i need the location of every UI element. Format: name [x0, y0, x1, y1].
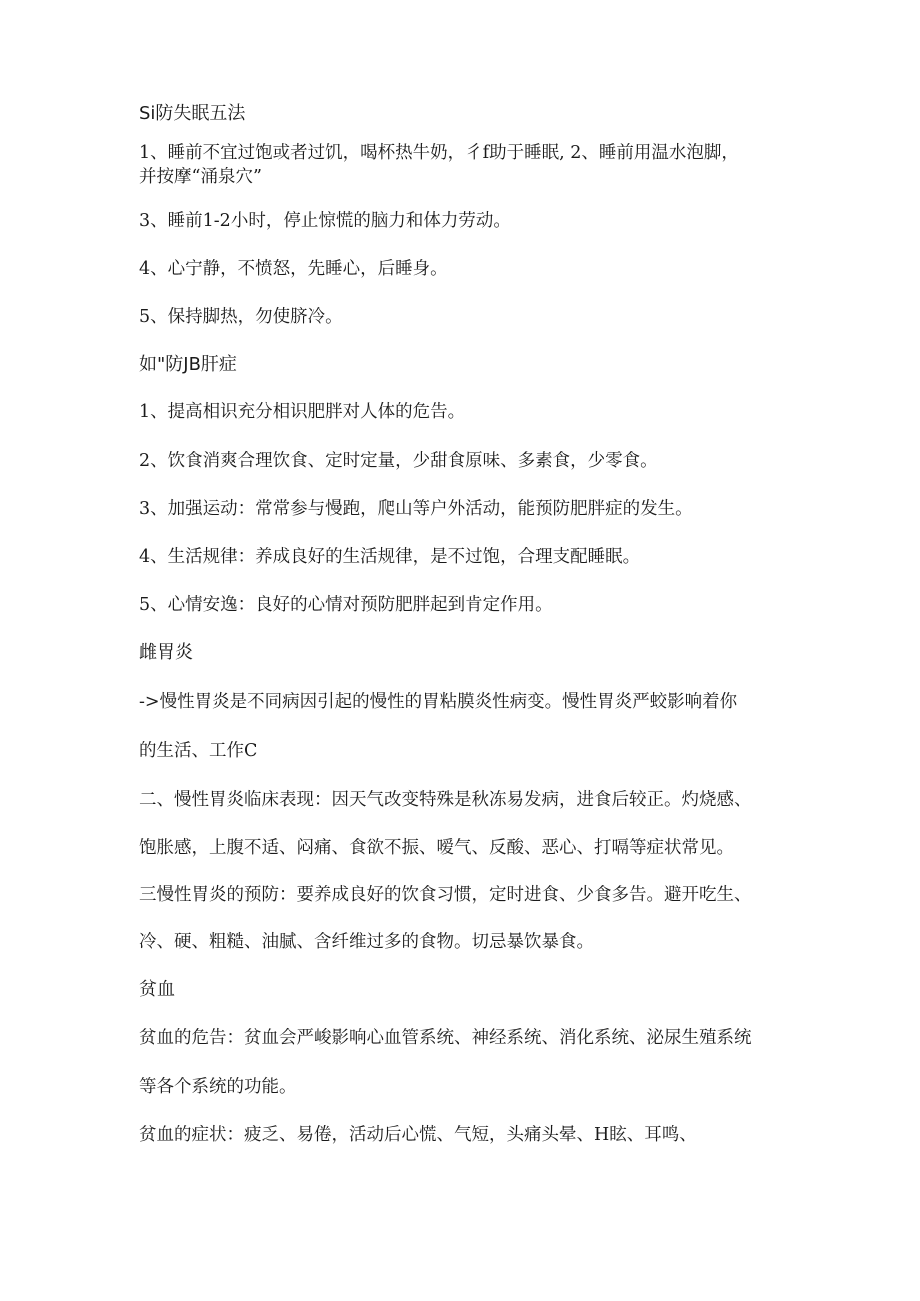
heading-gastritis: 雌胃炎 — [139, 642, 193, 663]
heading-insomnia: Si防失眠五法 — [139, 103, 246, 124]
gastritis-para-3-cont: 冷、硬、粗糙、油腻、含纤维过多的食物。切忌暴饮暴食。 — [139, 932, 594, 952]
gastritis-para-3: 三慢性胃炎的预防：要养成良好的饮食习惯，定时进食、少食多告。避开吃生、 — [139, 885, 752, 905]
gastritis-para-1: ->慢性胃炎是不同病因引起的慢性的胃粘膜炎性病变。慢性胃炎严蛟影响着你 — [139, 692, 738, 712]
gastritis-para-1-cont: 的生活、工作C — [139, 741, 258, 761]
anemia-para-1-cont: 等各个系统的功能。 — [139, 1077, 297, 1097]
insomnia-item-4: 4、心宁静，不愤怒，先睡心，后睡身。 — [139, 259, 448, 279]
obesity-item-5: 5、心情安逸：良好的心情对预防肥胖起到肯定作用。 — [139, 595, 553, 615]
obesity-item-3: 3、加强运动：常常参与慢跑，爬山等户外活动，能预防肥胖症的发生。 — [139, 499, 693, 519]
anemia-para-2: 贫血的症状：疲乏、易倦，活动后心慌、气短，头痛头晕、H眩、耳鸣、 — [139, 1125, 697, 1145]
gastritis-para-2-cont: 饱胀感，上腹不适、闷痛、食欲不振、嗳气、反酸、恶心、打嗝等症状常见。 — [139, 838, 734, 858]
insomnia-item-1-cont: 并按摩“涌泉穴” — [139, 167, 262, 187]
insomnia-item-3: 3、睡前1-2小时，停止惊慌的脑力和体力劳动。 — [139, 211, 511, 231]
heading-obesity: 如"防JB肝症 — [139, 354, 237, 375]
insomnia-item-1: 1、睡前不宜过饱或者过饥，喝杯热牛奶，彳f助于睡眠, 2、睡前用温水泡脚， — [139, 143, 739, 163]
obesity-item-4: 4、生活规律：养成良好的生活规律，是不过饱，合理支配睡眠。 — [139, 547, 641, 567]
obesity-item-2: 2、饮食消爽合理饮食、定时定量，少甜食原味、多素食，少零食。 — [139, 451, 658, 471]
anemia-para-1: 贫血的危告：贫血会严峻影响心血管系统、神经系统、消化系统、泌尿生殖系统 — [139, 1028, 752, 1048]
obesity-item-1: 1、提高相识充分相识肥胖对人体的危告。 — [139, 402, 466, 422]
insomnia-item-5: 5、保持脚热，勿使脐冷。 — [139, 307, 343, 327]
heading-anemia: 贫血 — [139, 979, 175, 1000]
gastritis-para-2: 二、慢性胃炎临床表现：因天气改变特殊是秋冻易发病，进食后较正。灼烧感、 — [139, 790, 752, 810]
